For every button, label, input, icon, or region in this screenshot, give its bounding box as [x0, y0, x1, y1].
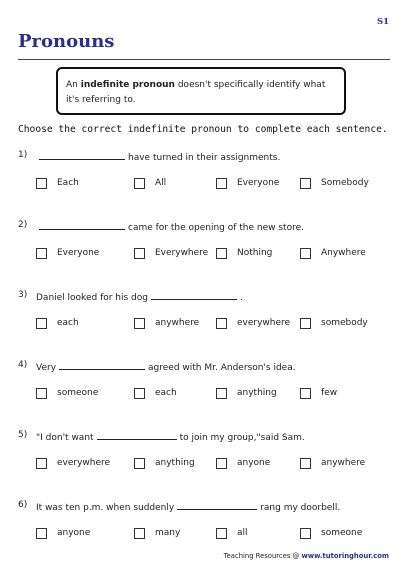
option-label: anywhere	[321, 458, 366, 468]
checkbox[interactable]	[134, 248, 145, 259]
callout-text: doesn't specifically identify what it's referring to.	[66, 80, 326, 105]
checkbox[interactable]	[216, 458, 227, 469]
question-3	[18, 290, 390, 360]
checkbox[interactable]	[300, 248, 311, 259]
sentence-after: .	[240, 293, 243, 303]
answer-blank[interactable]	[39, 220, 125, 230]
checkbox[interactable]	[216, 388, 227, 399]
question-sentence	[36, 290, 243, 303]
checkbox[interactable]	[216, 528, 227, 539]
option-label: Everyone	[57, 248, 100, 258]
checkbox[interactable]	[36, 458, 47, 469]
option-label: all	[237, 528, 248, 538]
checkbox[interactable]	[36, 528, 47, 539]
question-2	[18, 220, 390, 290]
answer-blank[interactable]	[97, 430, 177, 440]
checkbox[interactable]	[134, 388, 145, 399]
option-label: each	[155, 388, 177, 398]
question-sentence	[36, 430, 305, 443]
sentence-before: "I don't want	[36, 433, 94, 443]
sentence-after: rang my doorbell.	[260, 503, 341, 513]
answer-blank[interactable]	[39, 150, 125, 160]
option-label: anywhere	[155, 318, 200, 328]
option-label: Everywhere	[155, 248, 209, 258]
question-5	[18, 430, 390, 500]
checkbox[interactable]	[216, 178, 227, 189]
question-number: 6)	[18, 500, 28, 510]
option-label: Nothing	[237, 248, 273, 258]
callout-term: indefinite pronoun	[80, 80, 175, 90]
footer-link[interactable]: www.tutoringhour.com	[301, 552, 389, 560]
sentence-after: to join my group,"said Sam.	[179, 433, 305, 443]
option-label: someone	[321, 528, 363, 538]
callout-prefix: An	[66, 80, 78, 90]
definition-callout	[56, 67, 346, 115]
option-label: somebody	[321, 318, 368, 328]
footer	[224, 552, 389, 560]
sheet-code: S1	[376, 17, 389, 27]
checkbox[interactable]	[134, 178, 145, 189]
checkbox[interactable]	[300, 388, 311, 399]
sentence-before: Daniel looked for his dog	[36, 293, 148, 303]
sentence-after: came for the opening of the new store.	[128, 223, 304, 233]
option-label: Somebody	[321, 178, 369, 188]
checkbox[interactable]	[134, 318, 145, 329]
answer-blank[interactable]	[177, 500, 257, 510]
checkbox[interactable]	[134, 528, 145, 539]
option-label: anything	[155, 458, 195, 468]
checkbox[interactable]	[300, 178, 311, 189]
option-label: everywhere	[237, 318, 291, 328]
checkbox[interactable]	[300, 458, 311, 469]
option-label: anything	[237, 388, 277, 398]
option-label: Anywhere	[321, 248, 366, 258]
question-sentence	[36, 150, 280, 163]
footer-prefix: Teaching Resources @	[223, 552, 300, 560]
checkbox[interactable]	[216, 318, 227, 329]
question-number: 3)	[18, 290, 28, 300]
checkbox[interactable]	[134, 458, 145, 469]
checkbox[interactable]	[36, 388, 47, 399]
question-number: 5)	[18, 430, 28, 440]
sentence-after: have turned in their assignments.	[128, 153, 281, 163]
answer-blank[interactable]	[59, 360, 145, 370]
option-label: anyone	[237, 458, 271, 468]
option-label: Each	[57, 178, 79, 188]
question-sentence	[36, 500, 340, 513]
checkbox[interactable]	[216, 248, 227, 259]
page-title: Pronouns	[18, 31, 115, 52]
instructions: Choose the correct indefinite pronoun to complete each sentence.	[18, 124, 388, 135]
option-label: All	[155, 178, 167, 188]
question-number: 4)	[18, 360, 28, 370]
title-divider	[18, 59, 390, 60]
question-1	[18, 150, 390, 220]
question-sentence	[36, 220, 304, 233]
checkbox[interactable]	[300, 528, 311, 539]
question-4	[18, 360, 390, 430]
checkbox[interactable]	[36, 178, 47, 189]
option-label: anyone	[57, 528, 91, 538]
question-number: 2)	[18, 220, 28, 230]
answer-blank[interactable]	[151, 290, 237, 300]
option-label: everywhere	[57, 458, 111, 468]
question-sentence	[36, 360, 296, 373]
checkbox[interactable]	[36, 248, 47, 259]
question-number: 1)	[18, 150, 28, 160]
sentence-after: agreed with Mr. Anderson's idea.	[148, 363, 296, 373]
sentence-before: Very	[36, 363, 57, 373]
option-label: many	[155, 528, 181, 538]
checkbox[interactable]	[36, 318, 47, 329]
option-label: each	[57, 318, 79, 328]
sentence-before: It was ten p.m. when suddenly	[36, 503, 175, 513]
option-label: Everyone	[237, 178, 280, 188]
option-label: few	[321, 388, 338, 398]
checkbox[interactable]	[300, 318, 311, 329]
option-label: someone	[57, 388, 99, 398]
